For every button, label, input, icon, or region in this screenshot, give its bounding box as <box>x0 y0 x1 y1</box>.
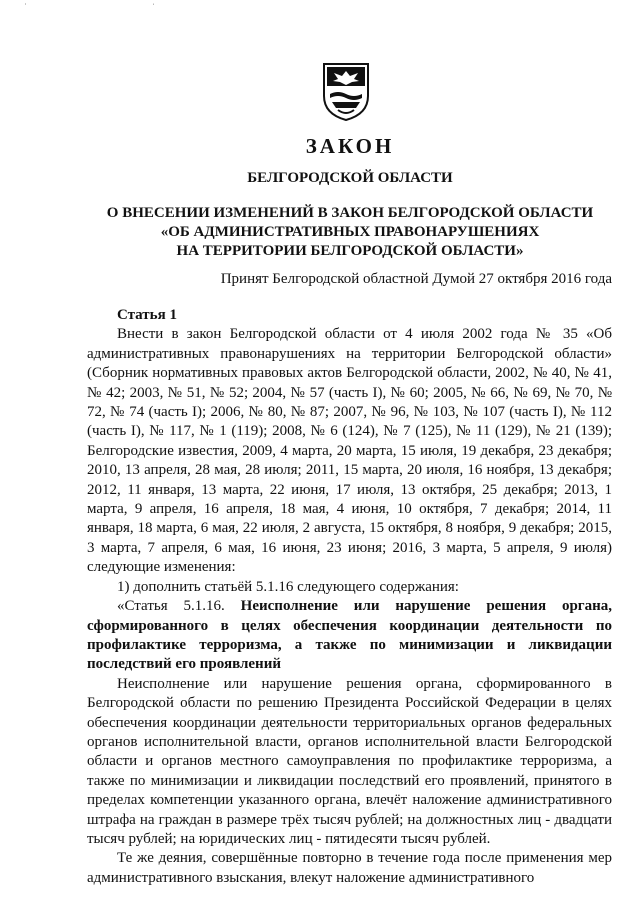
scan-mark: ˈ <box>152 2 155 12</box>
law-subject-line: НА ТЕРРИТОРИИ БЕЛГОРОДСКОЙ ОБЛАСТИ» <box>176 243 524 259</box>
article-title: Статья 1 <box>117 307 177 323</box>
paragraph-1: Неисполнение или нарушение решения органа, сформированного в Белгородской области по решению Президента Российской Федерации в целях обеспечения координации деятельности территориальных органов федеральных органов исполнительной власти, органов исполнительной власти Белгородской области и органов местного самоуправления по профилактике терроризма, а также по минимизации и ликвидации последствий его проявлений, принятого в пределах компетенции указанного органа, влечёт наложение административного штрафа на граждан в размере трёх тысяч рублей; на должностных лиц - двадцати тысяч рублей; на юридических лиц - пятидесяти тысяч рублей. <box>87 675 612 847</box>
paragraph-2: Те же деяния, совершённые повторно в течение года после применения мер административного взыскания, влекут наложение административного <box>87 850 612 886</box>
region-title: БЕЛГОРОДСКОЙ ОБЛАСТИ <box>247 170 453 186</box>
law-subject-line: О ВНЕСЕНИИ ИЗМЕНЕНИЙ В ЗАКОН БЕЛГОРОДСКОЙ ОБЛАСТИ <box>106 205 594 221</box>
coat-of-arms-icon <box>322 62 370 122</box>
scan-mark: ʾ <box>24 2 27 12</box>
adoption-note: Принят Белгородской областной Думой 27 октября 2016 года <box>220 271 612 287</box>
article-intro: Внести в закон Белгородской области от 4 июля 2002 года № 35 «Об административных правонарушениях на территории Белгородской области» (Сборник нормативных правовых актов Белгородской области, 2002, № 40, № 41, № 42; 2003, № 51, № 52; 2004, № 57 (часть I), № 60; 2005, № 66, № 69, № 70, № 72, № 74 (часть I); 2006, № 80, № 87; 2007, № 96, № 103, № 107 (часть I), № 112 (часть I), № 117, № 1 (119); 2008, № 6 (124), № 7 (125), № 11 (129), № 21 (139); Белгородские известия, 2009, 4 марта, 20 марта, 15 июля, 19 декабря, 23 декабря; 2010, 13 апреля, 28 мая, 28 июля; 2011, 15 марта, 20 июля, 16 ноября, 13 декабря; 2012, 11 января, 13 марта, 22 июня, 17 июля, 13 октября, 25 декабря; 2013, 1 марта, 9 апреля, 16 апреля, 18 мая, 4 июня, 10 октября, 7 декабря; 2014, 11 января, 18 марта, 6 мая, 22 июля, 2 августа, 15 октября, 8 ноября, 9 декабря; 2015, 3 марта, 7 апреля, 6 мая, 16 июня, 23 июня; 2016, 3 марта, 5 апреля, 9 июля) следующие изменения: <box>87 326 612 576</box>
new-article-heading: Неисполнение или нарушение решения органа, сформированного в целях обеспечения координации деятельности по профилактике терроризма, а также по минимизации и ликвидации последствий его проявлений <box>87 598 613 673</box>
item-1: 1) дополнить статьёй 5.1.16 следующего содержания: <box>117 578 459 595</box>
new-article-heading-paragraph <box>87 597 612 675</box>
law-subject-line: «ОБ АДМИНИСТРАТИВНЫХ ПРАВОНАРУШЕНИЯХ <box>160 224 540 240</box>
law-subject <box>0 204 640 261</box>
law-title: ЗАКОН <box>305 134 395 158</box>
new-article-prefix: «Статья 5.1.16. <box>117 598 225 615</box>
document-body <box>87 306 612 888</box>
